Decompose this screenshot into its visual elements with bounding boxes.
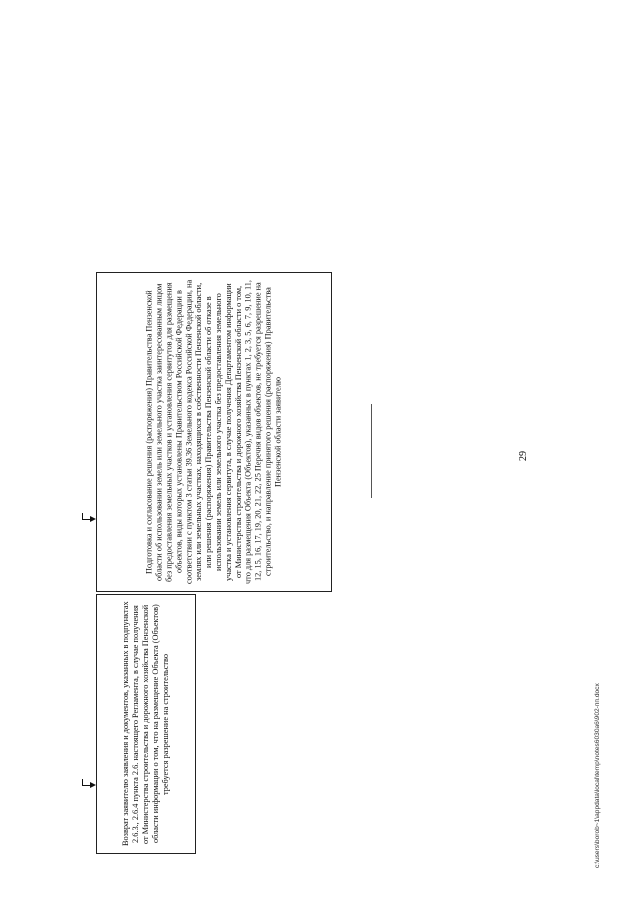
arrow-to-right-box (82, 516, 96, 523)
page-number: 29 (518, 451, 529, 461)
flowchart-box-return-documents (96, 594, 196, 854)
box-right-text: Подготовка и согласование решения (распоряжения) Правительства Пензенской области об использовании земель или земельного участка заинтересованным лицом без предоставления земельных участков и установления сервитутов для размещения объектов, виды которых установлены Правительством Российской Федерации в соответствии с пунктом 3 статьи 39.36 Земельного кодекса Российской Федерации, на землях или земельных участках, находящихся в собственности Пензенской области, или решения (распоряжения) Правительства Пензенской области об отказе в использовании земель или земельного участка без предоставления земельного участка и установления сервитута, в случае получения Департаментом информации от Министерства строительства и дорожного хозяйства Пензенской области о том, что для размещения Объекта (Объектов), указанных в пунктах 1, 2, 3, 5, 6, 7, 9, 10, 11, 12, 15, 16, 17, 19, 20, 21, 22, 25 Перечня видов объектов, не требуется разрешение на строительство, и направление принятого решения (распоряжения) Правительства Пензенской области заявителю (144, 279, 283, 585)
arrow-to-left-box (82, 782, 96, 789)
flowchart-box-decision-preparation (96, 272, 332, 592)
box-left-text: Возврат заявителю заявления и документов, указанных в подпунктах 2.6.3., 2.6.4 пункта 2.6. настоящего Регламента, в случае получения от Министерства строительства и дорожного хозяйства Пензенской области информации о том, что на размещение Объекта (Объектов) требуется разрешение на строительство (121, 601, 170, 847)
footer-file-path: c:\users\borob~1\appdata\local\temp\notes6030a6\902-пп.docx (594, 683, 601, 868)
separator-line (371, 404, 372, 498)
